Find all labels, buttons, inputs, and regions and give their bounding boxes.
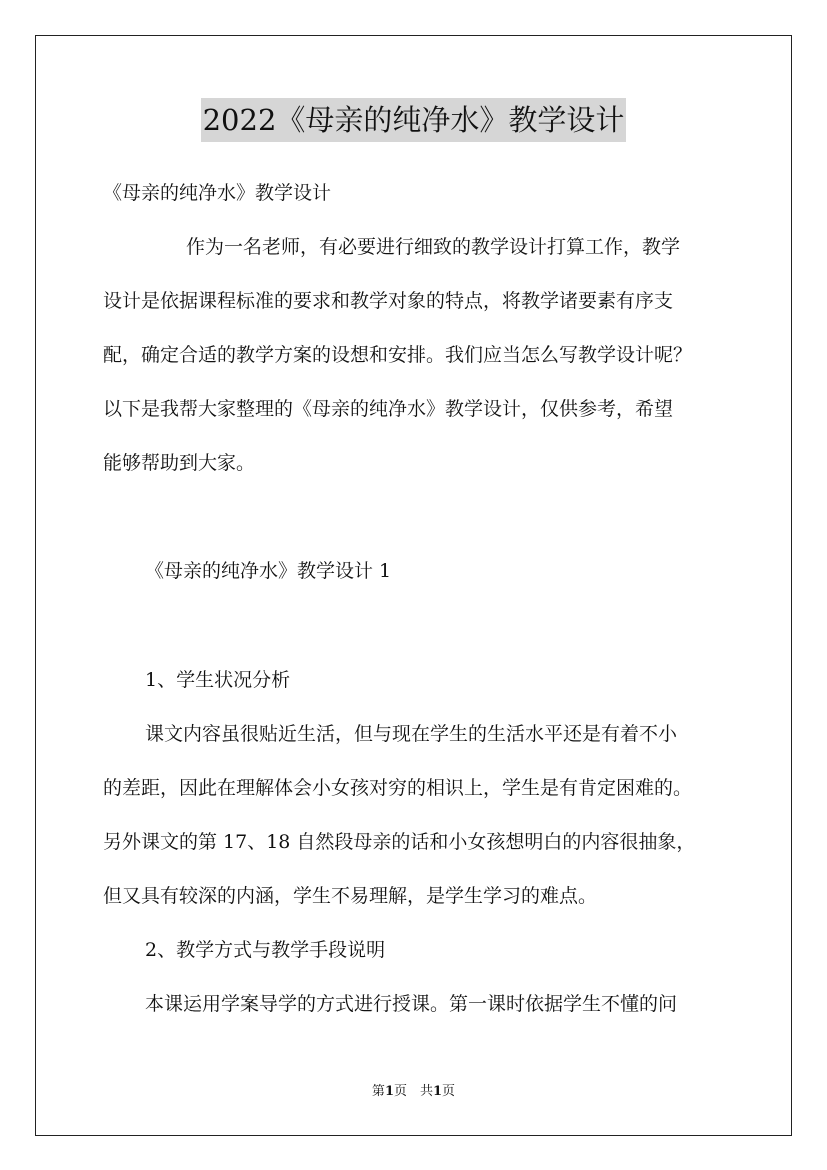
footer-page-prefix: 第 bbox=[371, 1084, 385, 1099]
title-container bbox=[0, 98, 827, 142]
body-line-4: 但又具有较深的内涵，学生不易理解，是学生学习的难点。 bbox=[103, 885, 598, 907]
intro-line-3: 配，确定合适的教学方案的设想和安排。我们应当怎么写教学设计呢？ bbox=[103, 344, 693, 366]
intro-line-2: 设计是依据课程标准的要求和教学对象的特点，将教学诸要素有序支 bbox=[103, 290, 674, 312]
heading-student-analysis: 1、学生状况分析 bbox=[145, 669, 291, 691]
intro-line-1: 作为一名老师，有必要进行细致的教学设计打算工作，教学 bbox=[186, 236, 681, 258]
body-line-1: 课文内容虽很贴近生活，但与现在学生的生活水平还是有着不小 bbox=[145, 723, 678, 745]
footer-page-current: 1 bbox=[384, 1084, 394, 1099]
body-line-3: 另外课文的第 17、18 自然段母亲的话和小女孩想明白的内容很抽象， bbox=[103, 831, 696, 853]
footer-page-mid: 页 共 bbox=[393, 1084, 433, 1099]
intro-line-4: 以下是我帮大家整理的《母亲的纯净水》教学设计，仅供参考，希望 bbox=[103, 398, 674, 420]
intro-line-5: 能够帮助到大家。 bbox=[103, 452, 256, 474]
footer-page-total: 1 bbox=[433, 1084, 443, 1099]
heading-teaching-methods: 2、教学方式与教学手段说明 bbox=[145, 939, 386, 961]
body-line-5: 本课运用学案导学的方式进行授课。第一课时依据学生不懂的问 bbox=[145, 993, 678, 1015]
document-title: 2022《母亲的纯净水》教学设计 bbox=[201, 98, 627, 142]
section-heading: 《母亲的纯净水》教学设计 1 bbox=[145, 560, 392, 582]
footer-page-suffix: 页 bbox=[442, 1084, 456, 1099]
body-line-2: 的差距，因此在理解体会小女孩对穷的相识上，学生是有肯定困难的。 bbox=[103, 777, 693, 799]
page-footer bbox=[0, 1083, 827, 1101]
subtitle-line: 《母亲的纯净水》教学设计 bbox=[103, 182, 332, 204]
